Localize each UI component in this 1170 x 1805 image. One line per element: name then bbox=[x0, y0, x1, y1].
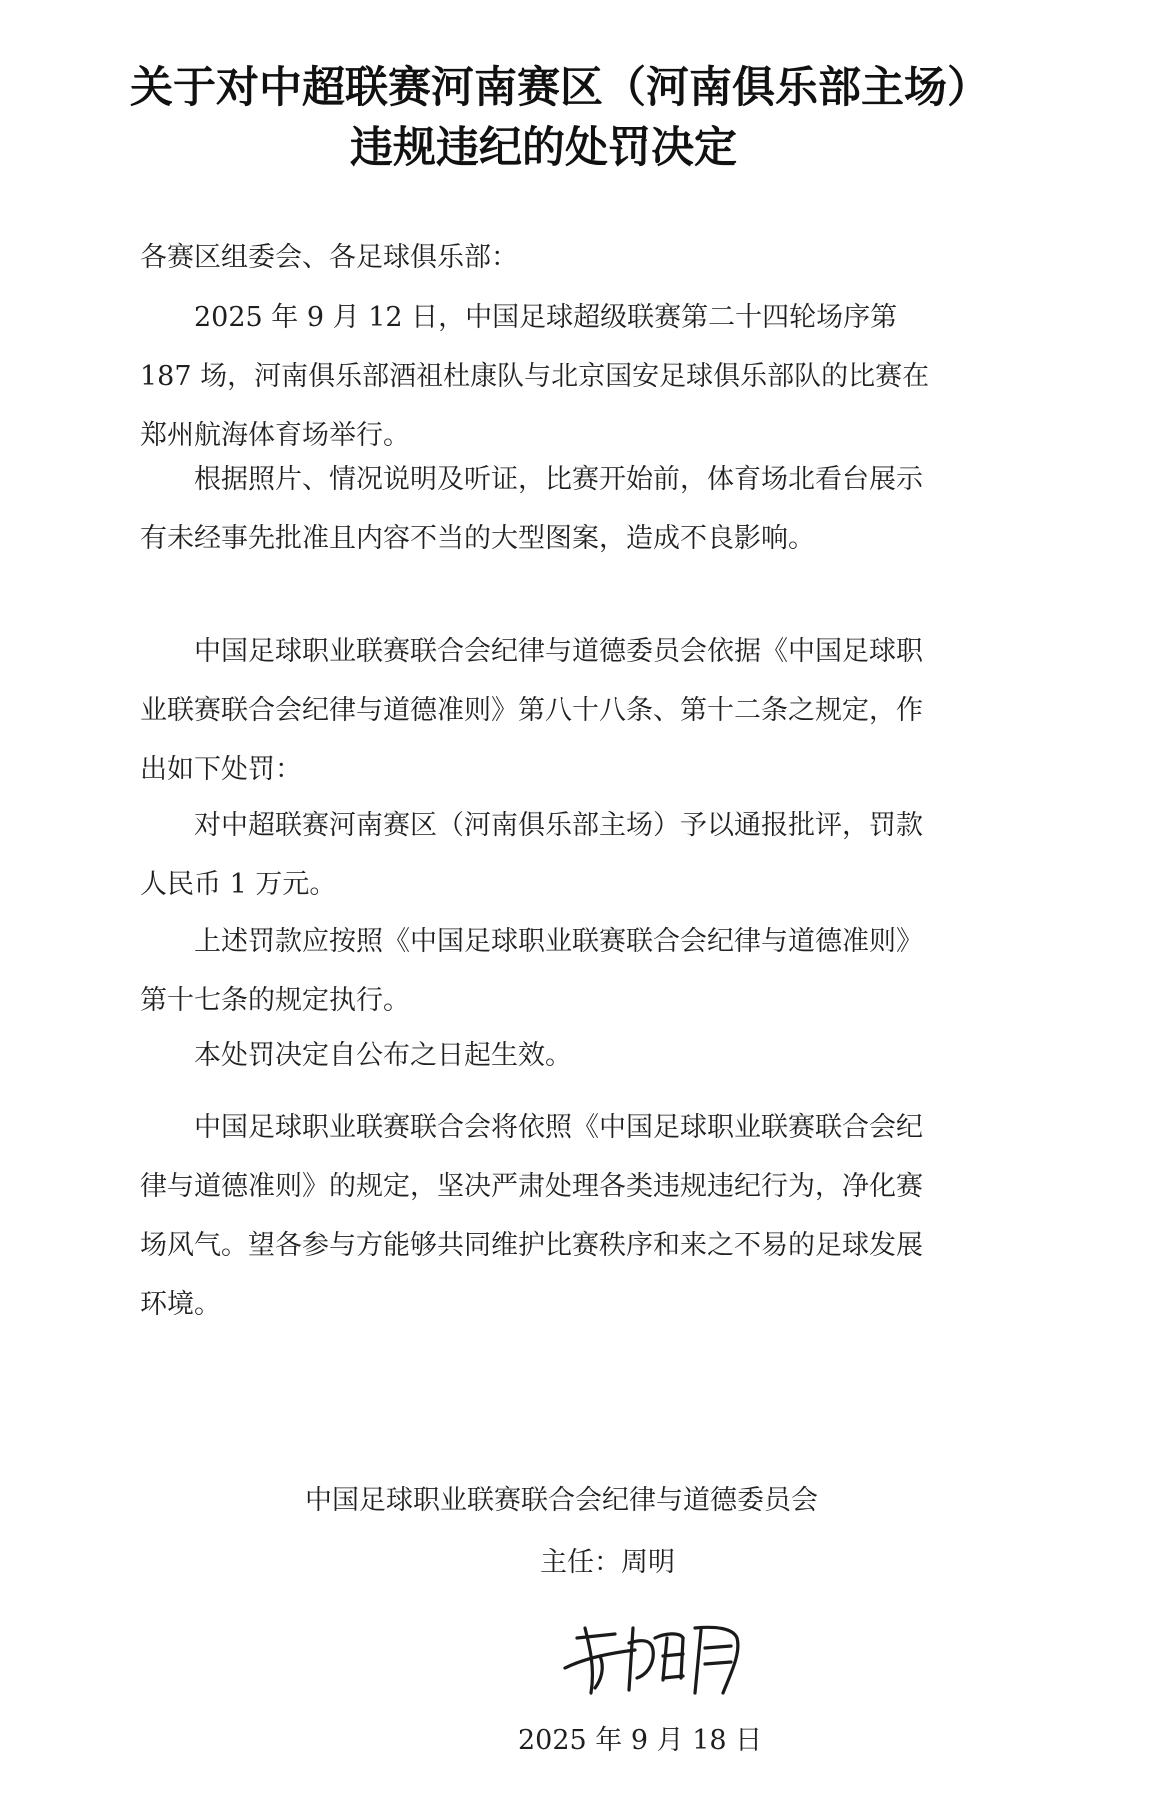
decision-date: 2025 年 9 月 18 日 bbox=[518, 1725, 763, 1756]
paragraph-7 bbox=[140, 1098, 940, 1334]
paragraph-6 bbox=[140, 1026, 940, 1085]
paragraph-1 bbox=[140, 288, 940, 465]
document-title-line-1: 关于对中超联赛河南赛区（河南俱乐部主场） bbox=[130, 63, 990, 113]
paragraph-5 bbox=[140, 912, 940, 1030]
salutation bbox=[140, 228, 940, 287]
paragraph-text: 2025 年 9 月 12 日，中国足球超级联赛第二十四轮场序第 187 场，河南俱乐部酒祖杜康队与北京国安足球俱乐部队的比赛在郑州航海体育场举行。 bbox=[140, 302, 930, 451]
paragraph-text: 根据照片、情况说明及听证，比赛开始前，体育场北看台展示有未经事先批准且内容不当的大型图案，造成不良影响。 bbox=[140, 464, 923, 554]
handwritten-signature bbox=[555, 1598, 755, 1698]
paragraph-text: 本处罚决定自公布之日起生效。 bbox=[194, 1040, 572, 1071]
paragraph-text: 对中超联赛河南赛区（河南俱乐部主场）予以通报批评，罚款人民币 1 万元。 bbox=[140, 810, 923, 900]
director-line: 主任：周明 bbox=[540, 1547, 675, 1578]
paragraph-3 bbox=[140, 622, 940, 799]
paragraph-text: 上述罚款应按照《中国足球职业联赛联合会纪律与道德准则》第十七条的规定执行。 bbox=[140, 926, 923, 1016]
signing-organization: 中国足球职业联赛联合会纪律与道德委员会 bbox=[305, 1485, 818, 1516]
salutation-text: 各赛区组委会、各足球俱乐部： bbox=[140, 242, 518, 273]
document-title-line-2: 违规违纪的处罚决定 bbox=[350, 123, 737, 173]
paragraph-2 bbox=[140, 450, 940, 568]
paragraph-text: 中国足球职业联赛联合会将依照《中国足球职业联赛联合会纪律与道德准则》的规定，坚决严肃处理各类违规违纪行为，净化赛场风气。望各参与方能够共同维护比赛秩序和来之不易的足球发展环境。 bbox=[140, 1112, 923, 1320]
paragraph-4 bbox=[140, 796, 940, 914]
paragraph-text: 中国足球职业联赛联合会纪律与道德委员会依据《中国足球职业联赛联合会纪律与道德准则》第八十八条、第十二条之规定，作出如下处罚： bbox=[140, 636, 923, 785]
